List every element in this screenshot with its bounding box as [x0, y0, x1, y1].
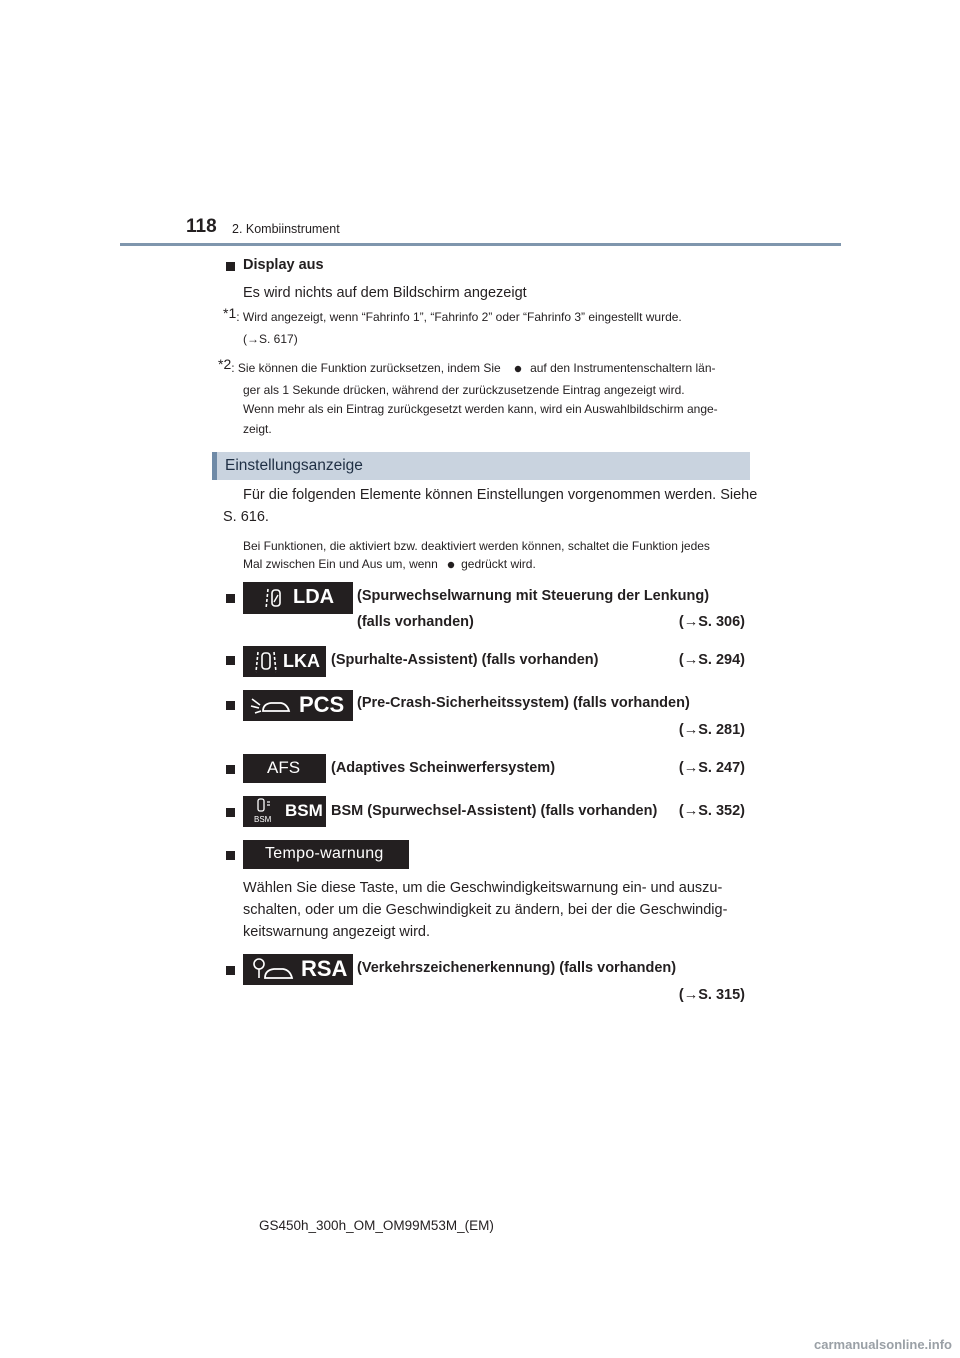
- bullet-square-icon: [226, 765, 235, 774]
- header-rule: [120, 243, 841, 246]
- afs-badge-text: AFS: [267, 758, 301, 777]
- section-heading-bar: [212, 452, 750, 480]
- note-1-ref: (→S. 617): [243, 332, 298, 346]
- lka-label: (Spurhalte-Assistent) (falls vorhanden): [331, 652, 599, 668]
- chapter-title: 2. Kombiinstrument: [232, 222, 340, 236]
- note-2: [218, 356, 758, 375]
- lane-departure-icon: [263, 587, 287, 611]
- lka-ref: (→S. 294): [678, 652, 745, 668]
- note-2-marker: *2: [218, 356, 232, 372]
- bullet-square-icon: [226, 851, 235, 860]
- afs-ref: (→S. 247): [678, 760, 745, 776]
- rsa-badge: [243, 954, 353, 985]
- section-intro-line2: S. 616.: [223, 509, 269, 525]
- bsm-badge-small-text: BSM: [254, 815, 272, 824]
- lda-label-line1: (Spurwechselwarnung mit Steuerung der Lenkung): [357, 588, 710, 604]
- pcs-badge-text: PCS: [299, 692, 345, 717]
- lda-label-line2: (falls vorhanden): [357, 614, 474, 630]
- bullet-square-icon: [226, 262, 235, 271]
- bullet-square-icon: [226, 656, 235, 665]
- bullet-square-icon: [226, 701, 235, 710]
- tempo-desc-line2: schalten, oder um die Geschwindigkeit zu ändern, bei der die Geschwindig-: [243, 902, 728, 918]
- lda-ref: (→S. 306): [678, 614, 745, 630]
- lane-keep-icon: [253, 650, 277, 674]
- pre-crash-icon: [249, 693, 293, 719]
- rsa-badge-text: RSA: [301, 956, 348, 981]
- bullet-square-icon: [226, 808, 235, 817]
- afs-label: (Adaptives Scheinwerfersystem): [331, 760, 556, 776]
- rsa-ref: (→S. 315): [678, 987, 745, 1003]
- section-small-line2b: gedrückt wird.: [461, 557, 536, 571]
- rsa-label: (Verkehrszeichenerkennung) (falls vorhanden): [357, 960, 677, 976]
- tempo-desc-line3: keitswarnung angezeigt wird.: [243, 924, 430, 940]
- bsm-label: BSM (Spurwechsel-Assistent) (falls vorhanden): [331, 803, 658, 819]
- page-number: 118: [186, 216, 217, 237]
- lda-badge: [243, 582, 353, 614]
- road-sign-icon: [249, 956, 297, 984]
- section-small-line2: [243, 557, 536, 571]
- note-1-marker: *1: [223, 305, 237, 321]
- note-2-line4: zeigt.: [243, 422, 272, 436]
- footer-doc-id: GS450h_300h_OM_OM99M53M_(EM): [259, 1218, 494, 1233]
- bullet-square-icon: [226, 594, 235, 603]
- bsm-badge-text: BSM: [285, 801, 323, 820]
- switch-dot-icon: [512, 363, 524, 375]
- section-small-line2a: Mal zwischen Ein und Aus um, wenn: [243, 557, 438, 571]
- section-intro-line1: Für die folgenden Elemente können Einstellungen vorgenommen werden. Siehe: [243, 487, 758, 503]
- note-2-line2: ger als 1 Sekunde drücken, während der zurückzusetzende Eintrag angezeigt wird.: [243, 383, 685, 397]
- display-off-text: Es wird nichts auf dem Bildschirm angezeigt: [243, 285, 527, 301]
- afs-badge: [243, 754, 326, 783]
- bullet-square-icon: [226, 966, 235, 975]
- bsm-badge: [243, 796, 326, 827]
- note-2-part1: : Sie können die Funktion zurücksetzen, indem Sie: [231, 361, 501, 375]
- tempo-badge-text: Tempo-warnung: [265, 845, 384, 862]
- section-heading-edge: [212, 452, 217, 480]
- bsm-ref: (→S. 352): [678, 803, 745, 819]
- lka-badge-text: LKA: [283, 651, 320, 671]
- tempo-badge: [243, 840, 409, 869]
- pcs-badge: [243, 690, 353, 721]
- section-title: Einstellungsanzeige: [225, 457, 363, 474]
- note-2-line3: Wenn mehr als ein Eintrag zurückgesetzt werden kann, wird ein Auswahlbildschirm ange-: [243, 402, 718, 416]
- note-1-text: : Wird angezeigt, wenn “Fahrinfo 1”, “Fahrinfo 2” oder “Fahrinfo 3” eingestellt wurde.: [236, 310, 682, 324]
- display-off-title: Display aus: [243, 257, 324, 273]
- pcs-label: (Pre-Crash-Sicherheitssystem) (falls vorhanden): [357, 695, 690, 711]
- note-1: [223, 305, 682, 324]
- watermark-text[interactable]: carmanualsonline.info: [814, 1337, 952, 1352]
- switch-dot-icon: [445, 559, 457, 571]
- blind-spot-icon: [255, 798, 271, 814]
- section-small-line1: Bei Funktionen, die aktiviert bzw. deaktiviert werden können, schaltet die Funktion jedes: [243, 539, 710, 553]
- tempo-desc-line1: Wählen Sie diese Taste, um die Geschwindigkeitswarnung ein- und auszu-: [243, 880, 723, 896]
- lda-badge-text: LDA: [293, 586, 335, 608]
- note-2-part2: auf den Instrumentenschaltern län-: [530, 361, 716, 375]
- lka-badge: [243, 646, 326, 677]
- pcs-ref: (→S. 281): [678, 722, 745, 738]
